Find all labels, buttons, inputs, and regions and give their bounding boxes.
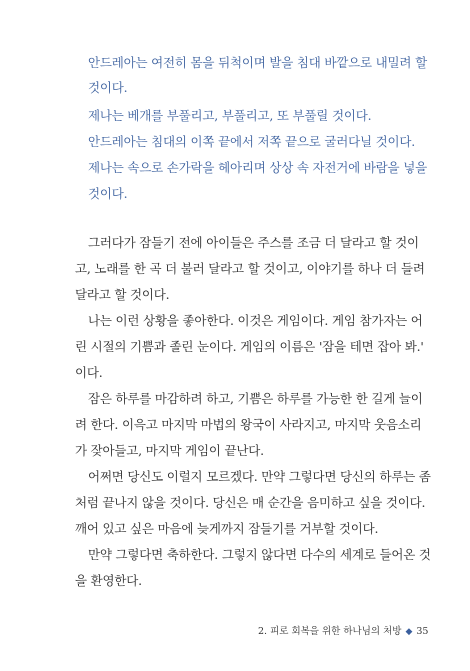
quote-line: 제나는 속으로 손가락을 헤아리며 상상 속 자전거에 바람을 넣을 xyxy=(88,160,427,175)
page-number: 35 xyxy=(416,626,429,637)
quote-line: 것이다. xyxy=(88,80,128,95)
body-line: 고, 노래를 한 곡 더 불러 달라고 할 것이고, 이야기를 하나 더 들려 xyxy=(75,261,425,276)
page-footer xyxy=(258,623,428,637)
quote-line: 안드레아는 여전히 몸을 뒤척이며 발을 침대 바깥으로 내밀려 할 xyxy=(88,55,427,70)
diamond-icon: ◆ xyxy=(405,627,413,637)
quote-line: 안드레아는 침대의 이쪽 끝에서 저쪽 끝으로 굴러다닐 것이다. xyxy=(88,134,416,149)
quote-line: 것이다. xyxy=(88,186,128,201)
body-line: 려 한다. 이윽고 마지막 마법의 왕국이 사라지고, 마지막 웃음소리 xyxy=(75,417,422,432)
quote-line: 제나는 베개를 부풀리고, 부풀리고, 또 부풀릴 것이다. xyxy=(88,108,372,123)
body-line: 만약 그렇다면 축하한다. 그렇지 않다면 다수의 세계로 들어온 것 xyxy=(88,547,431,562)
body-line: 달라고 할 것이다. xyxy=(75,287,170,302)
body-line: 깨어 있고 싶은 마음에 늦게까지 잠들기를 거부할 것이다. xyxy=(75,521,379,536)
body-line: 그러다가 잠들기 전에 아이들은 주스를 조금 더 달라고 할 것이 xyxy=(88,235,419,250)
body-line: 이다. xyxy=(75,365,103,380)
body-line: 나는 이런 상황을 좋아한다. 이것은 게임이다. 게임 참가자는 어 xyxy=(88,313,423,328)
body-line: 을 환영한다. xyxy=(75,573,142,588)
body-line: 린 시절의 기쁨과 졸린 눈이다. 게임의 이름은 '잠을 테면 잡아 봐.' xyxy=(75,339,424,354)
chapter-title: 2. 피로 회복을 위한 하나님의 처방 xyxy=(258,626,402,637)
body-line: 어쩌면 당신도 이럴지 모르겠다. 만약 그렇다면 당신의 하루는 좀 xyxy=(88,469,431,484)
body-line: 잠은 하루를 마감하려 하고, 기쁨은 하루를 가능한 한 길게 늘이 xyxy=(88,391,423,406)
body-line: 처럼 끝나지 않을 것이다. 당신은 매 순간을 음미하고 싶을 것이다. xyxy=(75,495,426,510)
body-line: 가 잦아들고, 마지막 게임이 끝난다. xyxy=(75,443,264,458)
